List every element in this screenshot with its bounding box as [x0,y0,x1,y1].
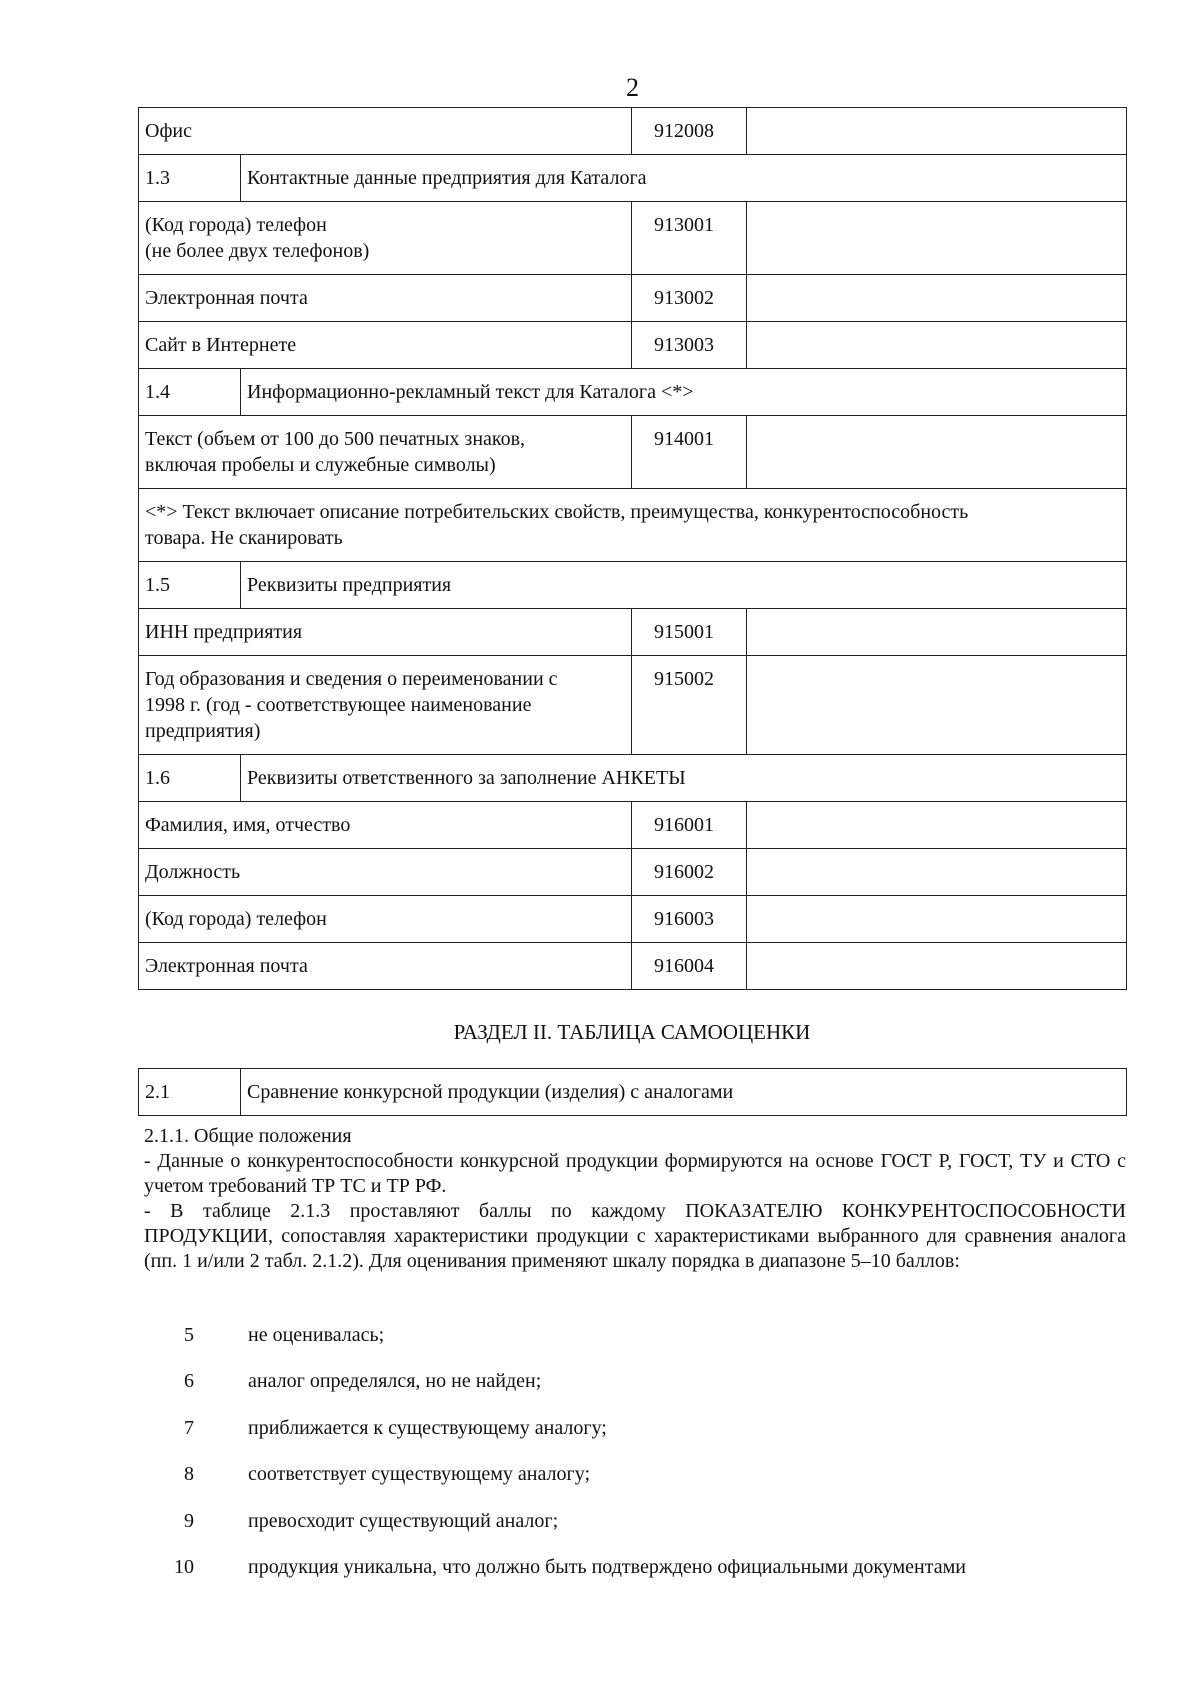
section-number: 2.1 [139,1069,241,1116]
section-row-title: Информационно-рекламный текст для Каталога <*> [241,369,1127,416]
footnote-text: <*> Текст включает описание потребительских свойств, преимущества, конкурентоспособность товара. Не сканировать [139,489,1127,562]
field-row [139,802,1127,849]
field-row [139,943,1127,990]
enterprise-details-table [138,107,1127,990]
field-label: Должность [139,849,632,896]
general-provisions-heading: 2.1.1. Общие положения [144,1125,352,1147]
note-row [139,489,1127,562]
scale-score: 5 [184,1324,194,1346]
field-label: Фамилия, имя, отчество [139,802,632,849]
field-value-cell[interactable] [747,896,1127,943]
field-value-cell[interactable] [747,849,1127,896]
section-row [139,1069,1127,1116]
scale-score: 8 [184,1463,194,1486]
field-value-cell[interactable] [747,943,1127,990]
field-row [139,108,1127,155]
scale-description: превосходит существующий аналог; [248,1509,559,1532]
field-row [139,275,1127,322]
field-code: 913001 [632,202,747,275]
field-label: ИНН предприятия [139,609,632,656]
field-value-cell[interactable] [747,322,1127,369]
scale-item [144,1415,1126,1461]
field-code: 914001 [632,416,747,489]
field-row [139,416,1127,489]
general-provisions [144,1124,1126,1274]
field-value-cell[interactable] [747,202,1127,275]
field-label: (Код города) телефон (не более двух телефонов) [139,202,632,275]
section-number: 1.3 [139,155,241,202]
field-label: Электронная почта [139,275,632,322]
section-row [139,755,1127,802]
scale-description: продукция уникальна, что должно быть подтверждено официальными документами [248,1555,966,1578]
field-row [139,202,1127,275]
section-row-title: Реквизиты ответственного за заполнение АНКЕТЫ [241,755,1127,802]
paragraph-scoring: - В таблице 2.1.3 проставляют баллы по каждому ПОКАЗАТЕЛЮ КОНКУРЕНТОСПОСОБНОСТИ ПРОДУКЦИИ, сопоставляя характеристики продукции с характеристиками выбранного для сравнения аналога (пп. 1 и/или 2 табл. 2.1.2). Для оценивания применяют шкалу порядка в диапазоне 5–10 баллов: [144,1200,1126,1272]
field-label: Электронная почта [139,943,632,990]
scale-score: 6 [184,1370,194,1393]
field-row [139,322,1127,369]
scale-score: 10 [174,1555,194,1578]
comparison-table [138,1068,1127,1116]
field-row [139,609,1127,656]
field-code: 916001 [632,802,747,849]
section-number: 1.4 [139,369,241,416]
scale-description: приближается к существующему аналогу; [248,1416,607,1439]
section-title: РАЗДЕЛ II. ТАБЛИЦА САМООЦЕНКИ [453,1020,811,1044]
scale-item [144,1508,1126,1554]
field-label: Сайт в Интернете [139,322,632,369]
field-value-cell[interactable] [747,802,1127,849]
paragraph-standards: - Данные о конкурентоспособности конкурсной продукции формируются на основе ГОСТ Р, ГОСТ, ТУ и СТО с учетом требований ТР ТС и ТР РФ. [144,1150,1126,1197]
scale-description: аналог определялся, но не найден; [248,1370,542,1393]
field-row [139,656,1127,755]
scale-score: 7 [184,1416,194,1439]
field-row [139,896,1127,943]
field-label: Текст (объем от 100 до 500 печатных знаков, включая пробелы и служебные символы) [139,416,632,489]
field-value-cell[interactable] [747,275,1127,322]
scale-item [144,1554,1126,1600]
scale-item [144,1461,1126,1507]
section-number: 1.6 [139,755,241,802]
field-code: 916002 [632,849,747,896]
field-code: 913002 [632,275,747,322]
scoring-scale [144,1322,1126,1600]
scale-item [144,1322,1126,1368]
field-code: 915002 [632,656,747,755]
scale-description: соответствует существующему аналогу; [248,1463,591,1486]
field-row [139,849,1127,896]
field-value-cell[interactable] [747,609,1127,656]
section-row [139,562,1127,609]
field-code: 913003 [632,322,747,369]
section-row [139,369,1127,416]
section-row-title: Реквизиты предприятия [241,562,1127,609]
scale-description: не оценивалась; [248,1324,385,1346]
field-code: 915001 [632,609,747,656]
section-row [139,155,1127,202]
field-label: (Код города) телефон [139,896,632,943]
section-row-title: Сравнение конкурсной продукции (изделия) с аналогами [241,1069,1127,1116]
scale-item [144,1368,1126,1414]
section-number: 1.5 [139,562,241,609]
section-row-title: Контактные данные предприятия для Каталога [241,155,1127,202]
field-code: 916003 [632,896,747,943]
page-number: 2 [626,73,639,102]
field-code: 912008 [632,108,747,155]
field-label: Офис [139,108,632,155]
field-value-cell[interactable] [747,416,1127,489]
scale-score: 9 [184,1509,194,1532]
field-label: Год образования и сведения о переименовании с 1998 г. (год - соответствующее наименование предприятия) [139,656,632,755]
field-code: 916004 [632,943,747,990]
field-value-cell[interactable] [747,108,1127,155]
field-value-cell[interactable] [747,656,1127,755]
